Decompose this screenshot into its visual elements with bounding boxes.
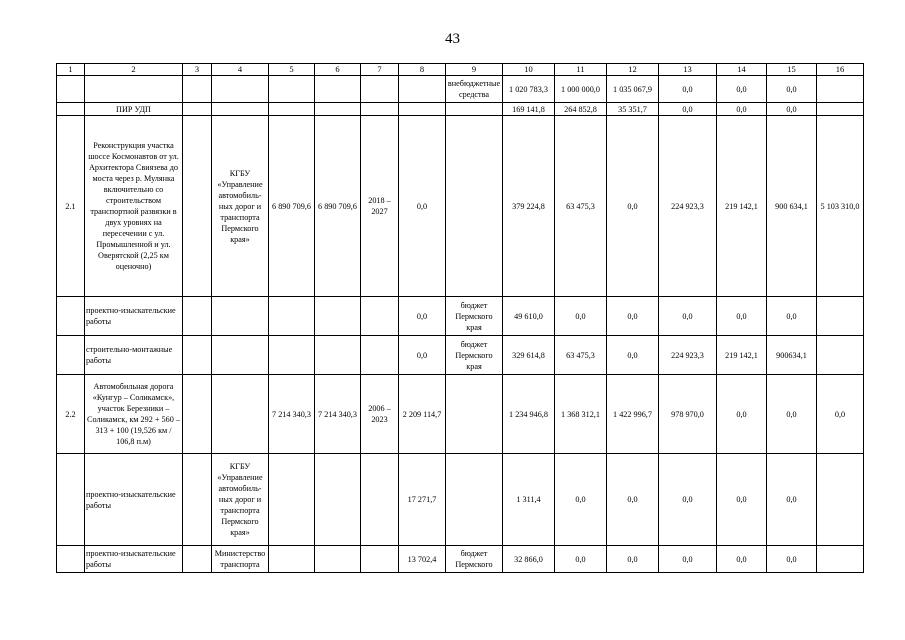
table-cell: 7 214 340,3	[269, 375, 315, 454]
column-number-cell: 7	[361, 64, 399, 76]
table-cell: 0,0	[399, 336, 446, 375]
table-cell	[269, 546, 315, 573]
table-cell	[361, 103, 399, 116]
table-cell: 0,0	[555, 297, 607, 336]
table-row	[57, 454, 864, 546]
table-cell: 49 610,0	[503, 297, 555, 336]
table-cell	[212, 76, 269, 103]
column-number-cell: 9	[446, 64, 503, 76]
table-cell: 5 103 310,0	[817, 116, 864, 297]
table-cell: 219 142,1	[717, 336, 767, 375]
table-cell	[183, 454, 212, 546]
table-cell: 2.2	[57, 375, 85, 454]
table-cell: 0,0	[659, 76, 717, 103]
table-row	[57, 116, 864, 297]
table-cell	[315, 297, 361, 336]
column-number-cell: 15	[767, 64, 817, 76]
column-number-cell: 13	[659, 64, 717, 76]
table-cell: 17 271,7	[399, 454, 446, 546]
table-cell: 0,0	[817, 375, 864, 454]
table-cell	[315, 454, 361, 546]
table-cell: 0,0	[717, 297, 767, 336]
table-cell: 0,0	[399, 297, 446, 336]
table-row	[57, 103, 864, 116]
column-number-cell: 11	[555, 64, 607, 76]
table-row	[57, 297, 864, 336]
table-cell: бюджет Пермского края	[446, 297, 503, 336]
table-cell: 169 141,8	[503, 103, 555, 116]
table-cell	[315, 546, 361, 573]
table-cell	[57, 76, 85, 103]
table-cell: 224 923,3	[659, 336, 717, 375]
table-cell: Автомобильная дорога «Кунгур – Соликамск», участок Березники – Соликамск, км 292 + 560 – 313 + 100 (19,526 км / 106,8 п.м)	[85, 375, 183, 454]
table-cell	[212, 336, 269, 375]
table-cell	[57, 546, 85, 573]
table-cell	[57, 454, 85, 546]
table-cell: 2.1	[57, 116, 85, 297]
table-cell: 1 035 067,9	[607, 76, 659, 103]
table-cell: 0,0	[607, 336, 659, 375]
table-cell: 0,0	[767, 546, 817, 573]
table-cell: 63 475,3	[555, 336, 607, 375]
column-number-cell: 16	[817, 64, 864, 76]
table-cell: проектно-изыскательские работы	[85, 454, 183, 546]
table-cell: 0,0	[607, 454, 659, 546]
table-cell	[446, 375, 503, 454]
table-cell	[361, 546, 399, 573]
table-cell	[446, 116, 503, 297]
table-cell: 329 614,8	[503, 336, 555, 375]
table-cell: 0,0	[607, 116, 659, 297]
table-cell: 0,0	[555, 454, 607, 546]
table-cell: КГБУ «Управление автомобиль-ных дорог и транспорта Пермского края»	[212, 454, 269, 546]
table-cell: 0,0	[717, 76, 767, 103]
table-cell: КГБУ «Управление автомобиль-ных дорог и транспорта Пермского края»	[212, 116, 269, 297]
table-cell: 0,0	[399, 116, 446, 297]
table-cell	[817, 76, 864, 103]
table-cell	[446, 103, 503, 116]
budget-table	[56, 63, 864, 573]
table-cell	[183, 546, 212, 573]
table-cell: 13 702,4	[399, 546, 446, 573]
table-cell: 32 866,0	[503, 546, 555, 573]
table-cell: 63 475,3	[555, 116, 607, 297]
page-number: 43	[445, 31, 460, 47]
table-cell: 0,0	[767, 375, 817, 454]
column-number-cell: 10	[503, 64, 555, 76]
table-row	[57, 76, 864, 103]
table-cell	[212, 297, 269, 336]
table-cell	[446, 454, 503, 546]
table-cell: проектно-изыскательские работы	[85, 297, 183, 336]
table-cell: 900 634,1	[767, 116, 817, 297]
table-cell	[817, 297, 864, 336]
column-number-cell: 6	[315, 64, 361, 76]
table-cell	[399, 103, 446, 116]
column-number-cell: 1	[57, 64, 85, 76]
table-cell	[269, 336, 315, 375]
table-cell	[183, 336, 212, 375]
table-cell: 0,0	[555, 546, 607, 573]
table-cell: 224 923,3	[659, 116, 717, 297]
table-cell: 2 209 114,7	[399, 375, 446, 454]
table-cell	[361, 336, 399, 375]
table-cell: Министерство транспорта	[212, 546, 269, 573]
table-cell: Реконструкция участка шоссе Космонавтов от ул. Архитектора Свиязева до моста через р. Мулянка включительно со строительством транспортной развязки в двух уровнях на пересечении с ул. Промышленной и ул. Оверятской (2,25 км оценочно)	[85, 116, 183, 297]
table-cell	[817, 336, 864, 375]
table-cell	[361, 297, 399, 336]
table-cell	[183, 103, 212, 116]
table-cell: 379 224,8	[503, 116, 555, 297]
table-cell: 0,0	[717, 454, 767, 546]
table-cell: проектно-изыскательские работы	[85, 546, 183, 573]
table-cell: 0,0	[659, 454, 717, 546]
table-cell: 0,0	[659, 297, 717, 336]
column-number-row	[57, 64, 864, 76]
table-cell	[183, 375, 212, 454]
table-cell	[212, 103, 269, 116]
column-number-cell: 5	[269, 64, 315, 76]
table-cell: 2006 – 2023	[361, 375, 399, 454]
table-cell	[817, 454, 864, 546]
table-cell	[361, 76, 399, 103]
table-cell: 0,0	[767, 76, 817, 103]
table-cell: 1 020 783,3	[503, 76, 555, 103]
table-cell: 1 368 312,1	[555, 375, 607, 454]
table-cell: 6 890 709,6	[315, 116, 361, 297]
table-cell	[183, 297, 212, 336]
table-row	[57, 546, 864, 573]
table-cell: 900634,1	[767, 336, 817, 375]
table-cell	[183, 116, 212, 297]
table-cell	[57, 297, 85, 336]
table-cell: 0,0	[767, 297, 817, 336]
table-cell: 0,0	[607, 546, 659, 573]
table-cell: 0,0	[607, 297, 659, 336]
table-cell: строительно-монтажные работы	[85, 336, 183, 375]
table-cell: бюджет Пермского края	[446, 336, 503, 375]
column-number-cell: 14	[717, 64, 767, 76]
table-cell	[315, 103, 361, 116]
table-cell	[315, 76, 361, 103]
table-cell	[85, 76, 183, 103]
table-cell: 264 852,8	[555, 103, 607, 116]
table-cell: 7 214 340,3	[315, 375, 361, 454]
table-cell	[269, 297, 315, 336]
column-number-cell: 3	[183, 64, 212, 76]
column-number-cell: 4	[212, 64, 269, 76]
table-cell	[269, 454, 315, 546]
table-cell: 1 000 000,0	[555, 76, 607, 103]
table-cell: внебюджетные средства	[446, 76, 503, 103]
column-number-cell: 12	[607, 64, 659, 76]
table-row	[57, 336, 864, 375]
table-row	[57, 375, 864, 454]
table-cell: 6 890 709,6	[269, 116, 315, 297]
table-cell	[399, 76, 446, 103]
table-cell: 219 142,1	[717, 116, 767, 297]
table-cell: 1 311,4	[503, 454, 555, 546]
table-cell	[212, 375, 269, 454]
table-cell	[269, 76, 315, 103]
table-cell: 0,0	[717, 103, 767, 116]
table-cell	[315, 336, 361, 375]
table-cell: бюджет Пермского	[446, 546, 503, 573]
table-cell: 0,0	[659, 103, 717, 116]
table-cell	[817, 546, 864, 573]
table-cell	[183, 76, 212, 103]
table-cell	[269, 103, 315, 116]
table-cell: 1 422 996,7	[607, 375, 659, 454]
table-cell: 35 351,7	[607, 103, 659, 116]
table-cell: 0,0	[717, 546, 767, 573]
table-cell	[361, 454, 399, 546]
table-cell	[817, 103, 864, 116]
table-cell	[57, 336, 85, 375]
column-number-cell: 8	[399, 64, 446, 76]
table-cell: 0,0	[659, 546, 717, 573]
table-cell: 0,0	[717, 375, 767, 454]
table-cell: 0,0	[767, 454, 817, 546]
table-cell: 978 970,0	[659, 375, 717, 454]
table-cell: ПИР УДП	[85, 103, 183, 116]
table-cell: 0,0	[767, 103, 817, 116]
table-cell: 2018 – 2027	[361, 116, 399, 297]
table-cell: 1 234 946,8	[503, 375, 555, 454]
column-number-cell: 2	[85, 64, 183, 76]
table-cell	[57, 103, 85, 116]
